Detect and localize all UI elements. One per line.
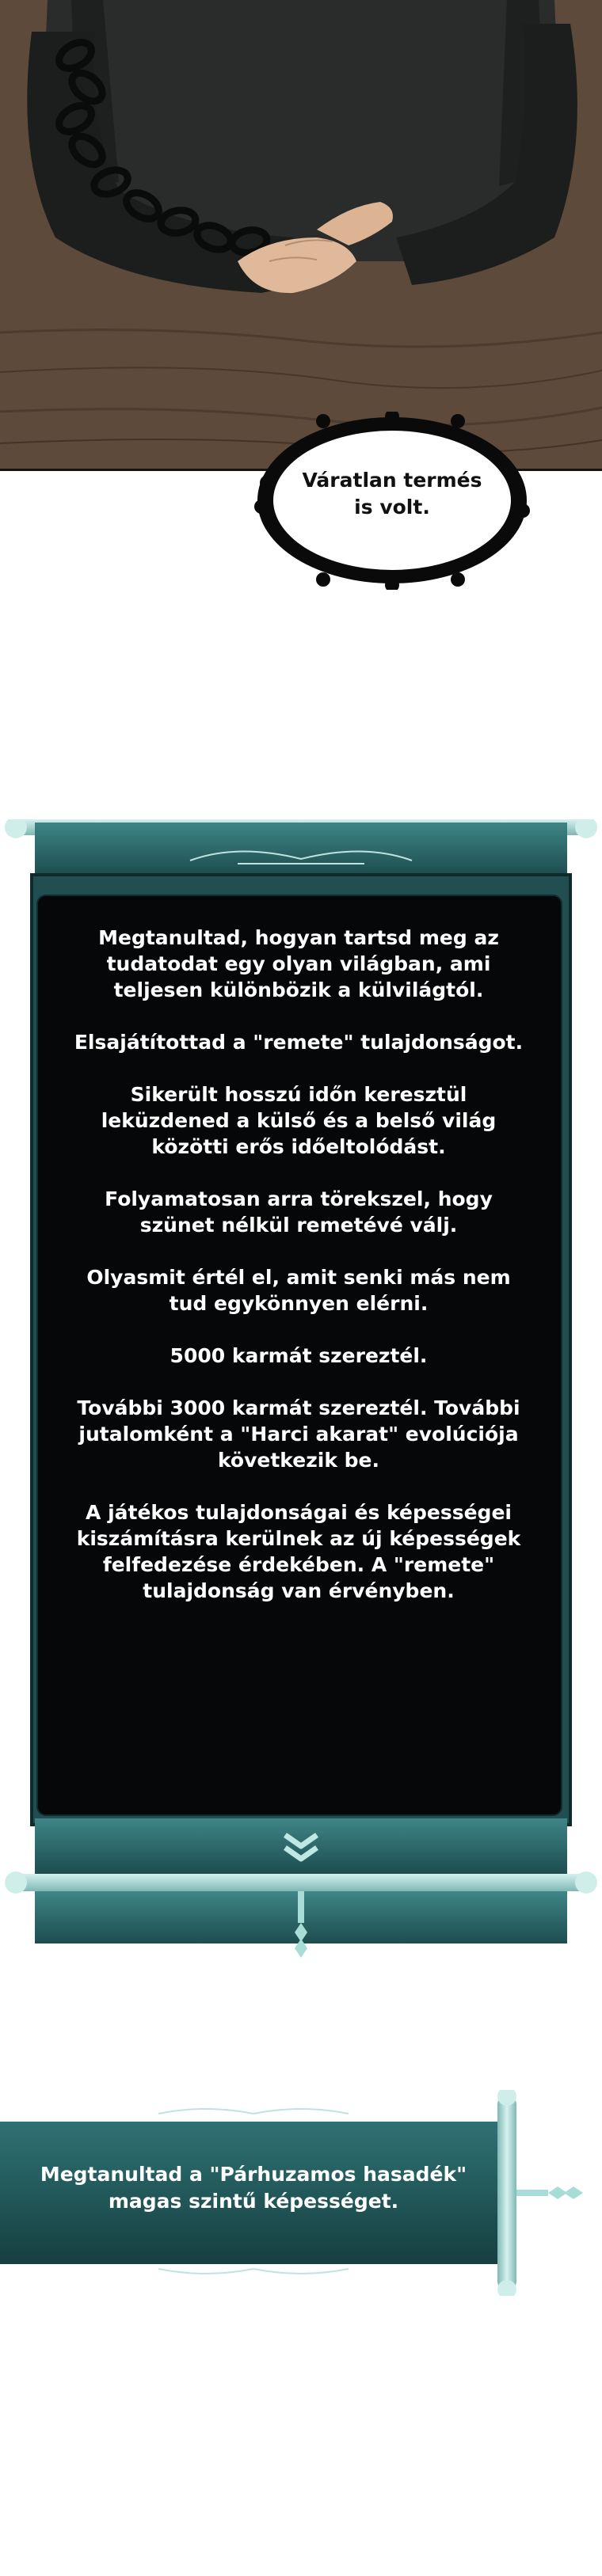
skill-line-2: magas szintű képességet. (108, 2190, 399, 2213)
message-7-line-3: következik be. (217, 1449, 380, 1472)
message-8-line-2: kiszámításra kerülnek az új képességek (76, 1527, 521, 1550)
skill-line-1: Megtanultad a "Párhuzamos hasadék" (40, 2163, 467, 2186)
message-6-line-1: 5000 karmát szereztél. (170, 1344, 428, 1367)
message-8-line-1: A játékos tulajdonságai és képességei (86, 1501, 512, 1524)
message-8-line-4: tulajdonság van érvényben. (143, 1579, 455, 1602)
message-2 (49, 1029, 548, 1055)
message-3-line-2: leküzdened a külső és a belső világ (101, 1109, 497, 1132)
bubble-text (269, 467, 515, 521)
message-4 (49, 1186, 548, 1238)
message-1-line-2: tudatodat egy olyan világban, ami (106, 952, 491, 975)
double-chevron-down-icon[interactable] (277, 1829, 325, 1867)
message-3-line-1: Sikerült hosszú időn keresztül (130, 1083, 467, 1106)
message-5 (49, 1264, 548, 1316)
message-7-line-1: További 3000 karmát szereztél. További (77, 1396, 520, 1419)
system-message-text (49, 925, 548, 1630)
skill-message-text (16, 2161, 491, 2215)
bubble-line-2: is volt. (354, 496, 430, 519)
message-4-line-1: Folyamatosan arra törekszel, hogy (105, 1187, 493, 1210)
message-6 (49, 1343, 548, 1369)
message-5-line-1: Olyasmit értél el, amit senki más nem (86, 1266, 511, 1289)
message-1-line-3: teljesen különbözik a külvilágtól. (113, 978, 484, 1001)
message-4-line-2: szünet nélkül remetévé válj. (139, 1214, 458, 1237)
message-8 (49, 1499, 548, 1604)
message-1 (49, 925, 548, 1003)
message-7-line-2: jutalomként a "Harci akarat" evolúciója (78, 1423, 519, 1446)
message-7 (49, 1395, 548, 1473)
message-8-line-3: felfedezése érdekében. A "remete" (102, 1553, 495, 1576)
illustration-panel (0, 0, 602, 471)
message-1-line-1: Megtanultad, hogyan tartsd meg az (98, 926, 499, 949)
scene-illustration (0, 0, 602, 469)
message-2-line-1: Elsajátítottad a "remete" tulajdonságot. (74, 1031, 524, 1054)
message-3-line-3: közötti erős időeltolódást. (151, 1135, 446, 1158)
message-5-line-2: tud egykönnyen elérni. (169, 1292, 429, 1315)
bubble-line-1: Váratlan termés (302, 469, 482, 492)
message-3 (49, 1081, 548, 1160)
